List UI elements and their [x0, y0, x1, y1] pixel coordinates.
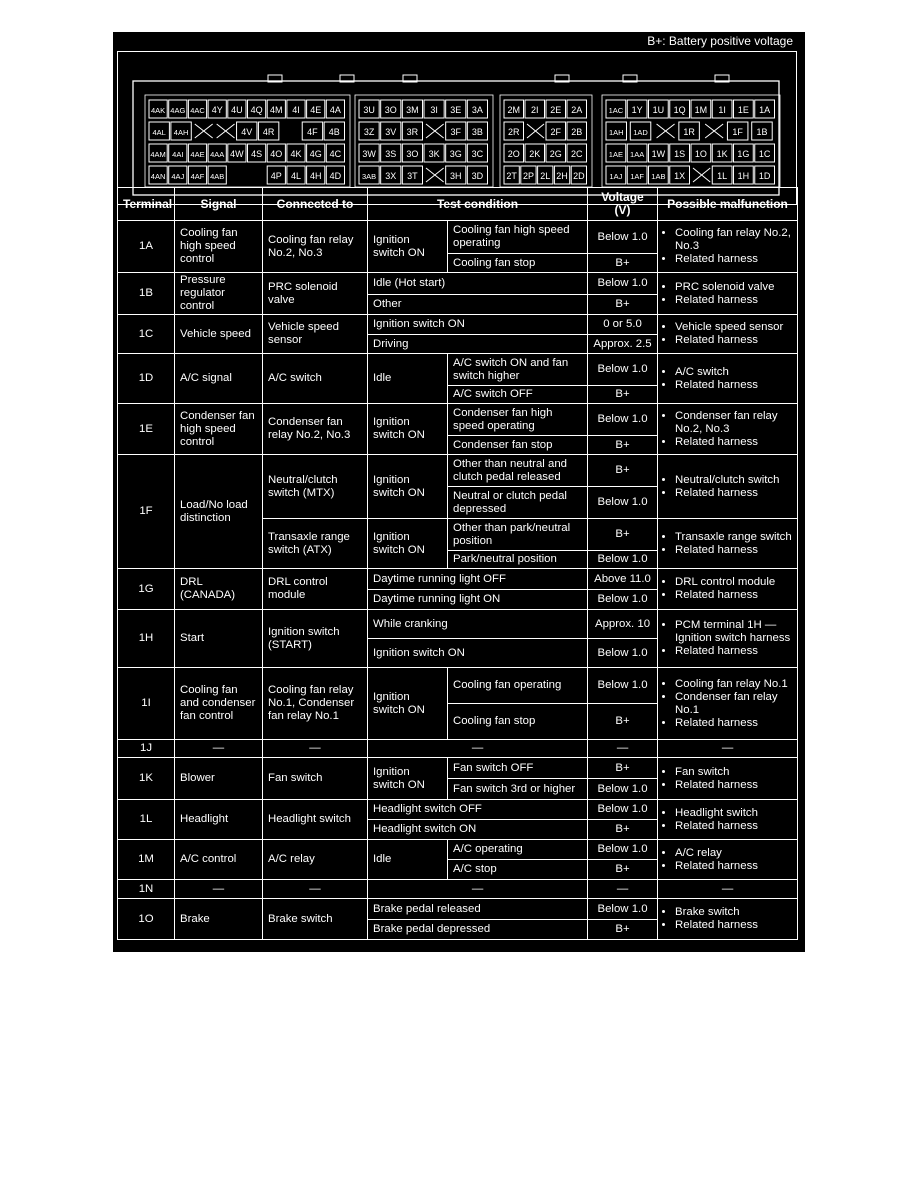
connector-pin-label: 1Q — [673, 105, 686, 115]
connector-pin-label: 4L — [290, 171, 302, 181]
connector-pin-label: 2C — [570, 149, 583, 159]
connector-pin-label: 2T — [506, 171, 517, 181]
voltage-cell: Approx. 2.5 — [588, 335, 658, 354]
malfunction-item: • Cooling fan relay No.2, No.3 — [675, 227, 792, 253]
voltage-cell: Below 1.0 — [588, 273, 658, 295]
malfunction-item: • Condenser fan relay No.2, No.3 — [675, 410, 792, 436]
voltage-cell: Below 1.0 — [588, 639, 658, 668]
malfunction-item: • Vehicle speed sensor — [675, 321, 792, 334]
subcondition-cell: Neutral or clutch pedal depressed — [448, 487, 588, 519]
header-terminal: Terminal — [118, 188, 175, 221]
connector-pin-label: 4AE — [190, 150, 205, 159]
voltage-cell: Below 1.0 — [588, 221, 658, 254]
connector-pin-label: 1W — [651, 149, 666, 159]
terminal-cell: 1M — [118, 840, 175, 880]
malfunction-item: • Related harness — [675, 544, 792, 557]
connector-pin-label: 4AJ — [171, 172, 185, 181]
connector-pin-label: 1K — [716, 149, 728, 159]
connector-pin-label: 4R — [262, 127, 275, 137]
malfunction-item: • Cooling fan relay No.1 — [675, 678, 792, 691]
connector-pin-label: 3G — [449, 149, 462, 159]
signal-cell: A/C signal — [175, 354, 263, 404]
condition-cell: — — [368, 880, 588, 899]
condition-cell: Brake pedal released — [368, 899, 588, 920]
condition-cell: Idle — [368, 354, 448, 404]
terminal-cell: 1D — [118, 354, 175, 404]
table-row — [118, 273, 798, 295]
subcondition-cell: Other than park/neutral position — [448, 519, 588, 551]
connector-pin-label: 4AH — [173, 128, 189, 137]
malfunction-item: • Related harness — [675, 860, 792, 873]
table-row — [118, 840, 798, 860]
connector-pin-label: 4A — [329, 105, 341, 115]
malfunction-item: • Neutral/clutch switch — [675, 474, 792, 487]
connected-cell: Ignition switch (START) — [263, 610, 368, 668]
voltage-cell: 0 or 5.0 — [588, 315, 658, 335]
terminal-cell: 1I — [118, 668, 175, 740]
subcondition-cell: Cooling fan stop — [448, 254, 588, 273]
signal-cell: Blower — [175, 758, 263, 800]
signal-cell: Brake — [175, 899, 263, 940]
connector-pin-label: 1H — [737, 171, 750, 181]
voltage-cell: Below 1.0 — [588, 800, 658, 820]
connector-pin-label: 3X — [385, 171, 397, 181]
voltage-cell: B+ — [588, 820, 658, 840]
voltage-cell: B+ — [588, 436, 658, 455]
table-row — [118, 880, 798, 899]
connected-cell: Vehicle speed sensor — [263, 315, 368, 354]
voltage-cell: B+ — [588, 455, 658, 487]
voltage-cell: Below 1.0 — [588, 779, 658, 800]
terminal-cell: 1B — [118, 273, 175, 315]
connector-pin-label: 4V — [241, 127, 253, 137]
table-row — [118, 221, 798, 254]
connector-pin-label: 4Y — [211, 105, 223, 115]
connector-pin-label: 2K — [529, 149, 541, 159]
terminal-cell: 1L — [118, 800, 175, 840]
connector-pin-label: 4AG — [170, 106, 186, 115]
condition-cell: Headlight switch ON — [368, 820, 588, 840]
connector-pin-label: 2E — [550, 105, 562, 115]
connector-pin-label: 1AA — [630, 150, 645, 159]
connector-pin-label: 1C — [758, 149, 771, 159]
malfunction-item: • Related harness — [675, 334, 792, 347]
signal-cell: DRL (CANADA) — [175, 569, 263, 610]
connector-pin-label: 3B — [471, 127, 483, 137]
connector-pin-label: 1O — [694, 149, 707, 159]
connector-pin-label: 4I — [292, 105, 300, 115]
header-test-condition: Test condition — [368, 188, 588, 221]
terminal-table — [117, 187, 798, 940]
malfunction-item: • Related harness — [675, 717, 792, 730]
malfunction-item: • Brake switch — [675, 906, 792, 919]
subcondition-cell: Condenser fan high speed operating — [448, 404, 588, 436]
subcondition-cell: A/C switch ON and fan switch higher — [448, 354, 588, 386]
terminal-cell: 1H — [118, 610, 175, 668]
malfunction-item: • A/C relay — [675, 847, 792, 860]
connector-pin-label: 4P — [270, 171, 282, 181]
connected-cell: — — [263, 880, 368, 899]
connector-pin-label: 4W — [230, 149, 244, 159]
connector-pin-label: 1R — [683, 127, 695, 137]
subcondition-cell: A/C switch OFF — [448, 386, 588, 404]
connector-pin-label: 2H — [556, 171, 568, 181]
connector-pin-label: 1L — [717, 171, 728, 181]
condition-cell: — — [368, 740, 588, 758]
subcondition-cell: Cooling fan stop — [448, 704, 588, 740]
terminal-cell: 1K — [118, 758, 175, 800]
terminal-cell: 1C — [118, 315, 175, 354]
terminal-cell: 1E — [118, 404, 175, 455]
malfunction-cell — [658, 840, 798, 880]
connector-pin-label: 4F — [307, 127, 318, 137]
subcondition-cell: A/C operating — [448, 840, 588, 860]
subcondition-cell: Other than neutral and clutch pedal released — [448, 455, 588, 487]
connector-pin-label: 1AH — [608, 128, 624, 137]
subcondition-cell: Condenser fan stop — [448, 436, 588, 455]
connector-pin-label: 4Q — [250, 105, 263, 115]
condition-cell: While cranking — [368, 610, 588, 639]
connector-pin-label: 4O — [270, 149, 283, 159]
voltage-cell: Below 1.0 — [588, 404, 658, 436]
table-row — [118, 404, 798, 436]
connector-pin-label: 4AF — [190, 172, 205, 181]
malfunction-cell — [658, 354, 798, 404]
malfunction-item: • PRC solenoid valve — [675, 281, 792, 294]
voltage-cell: — — [588, 880, 658, 899]
condition-cell: Ignition switch ON — [368, 315, 588, 335]
connector-pin-label: 4AB — [210, 172, 225, 181]
connector-pin-label: 4C — [329, 149, 342, 159]
connected-cell: Fan switch — [263, 758, 368, 800]
connector-pin-label: 2D — [573, 171, 585, 181]
terminal-spec-sheet — [113, 32, 805, 952]
subcondition-cell: Fan switch OFF — [448, 758, 588, 779]
connector-pin-label: 4K — [290, 149, 302, 159]
signal-cell: Headlight — [175, 800, 263, 840]
table-row — [118, 758, 798, 779]
terminal-cell: 1O — [118, 899, 175, 940]
connected-cell: Transaxle range switch (ATX) — [263, 519, 368, 569]
connected-cell: Headlight switch — [263, 800, 368, 840]
voltage-cell: B+ — [588, 254, 658, 273]
voltage-cell: — — [588, 740, 658, 758]
malfunction-item: • Related harness — [675, 779, 792, 792]
connector-pin-label: 4AA — [210, 150, 225, 159]
connector-pin-label: 3S — [385, 149, 397, 159]
connector-pin-label: 2B — [571, 127, 583, 137]
connector-pin-label: 3C — [471, 149, 484, 159]
malfunction-cell — [658, 455, 798, 519]
signal-cell: Vehicle speed — [175, 315, 263, 354]
connected-cell: PRC solenoid valve — [263, 273, 368, 315]
condition-cell: Idle — [368, 840, 448, 880]
connector-pin-label: 3T — [407, 171, 418, 181]
connector-pin-label: 3F — [450, 127, 462, 137]
connector-pin-label: 3R — [406, 127, 419, 137]
subcondition-cell: Fan switch 3rd or higher — [448, 779, 588, 800]
connected-cell: Brake switch — [263, 899, 368, 940]
condition-cell: Ignition switch ON — [368, 455, 448, 519]
connector-pin-label: 1F — [732, 127, 743, 137]
condition-cell: Ignition switch ON — [368, 404, 448, 455]
voltage-cell: B+ — [588, 386, 658, 404]
table-row — [118, 610, 798, 639]
malfunction-cell — [658, 610, 798, 668]
condition-cell: Ignition switch ON — [368, 668, 448, 740]
connector-pin-label: 1Y — [631, 105, 643, 115]
malfunction-item: • Fan switch — [675, 766, 792, 779]
connector-pin-label: 3D — [471, 171, 484, 181]
connector-pin-label: 4G — [309, 149, 322, 159]
connector-pin-label: 1G — [737, 149, 750, 159]
terminal-cell: 1G — [118, 569, 175, 610]
connector-svg — [118, 52, 796, 204]
connector-pin-label: 1M — [694, 105, 708, 115]
terminal-cell: 1N — [118, 880, 175, 899]
malfunction-cell — [658, 273, 798, 315]
malfunction-item: • Related harness — [675, 820, 792, 833]
malfunction-item: • A/C switch — [675, 366, 792, 379]
condition-cell: Daytime running light OFF — [368, 569, 588, 590]
malfunction-item: • PCM terminal 1H — Ignition switch harness — [675, 619, 792, 645]
voltage-cell: Below 1.0 — [588, 840, 658, 860]
signal-cell: A/C control — [175, 840, 263, 880]
connector-pin-label: 1AF — [630, 172, 645, 181]
voltage-cell: Below 1.0 — [588, 551, 658, 569]
connector-pin-label: 4AK — [151, 106, 166, 115]
connected-cell: A/C switch — [263, 354, 368, 404]
condition-cell: Driving — [368, 335, 588, 354]
table-row — [118, 800, 798, 820]
bplus-note: B+: Battery positive voltage — [647, 34, 793, 48]
connector-pin-label: 2F — [550, 127, 562, 137]
malfunction-item: • Related harness — [675, 589, 792, 602]
malfunction-cell — [658, 899, 798, 940]
connected-cell: — — [263, 740, 368, 758]
connector-pin-label: 4U — [231, 105, 243, 115]
table-row — [118, 315, 798, 335]
connected-cell: Condenser fan relay No.2, No.3 — [263, 404, 368, 455]
connector-pin-label: 3M — [406, 105, 419, 115]
connector-pin-label: 4AI — [172, 150, 184, 159]
condition-cell: Other — [368, 294, 588, 314]
connector-pin-label: 4AN — [150, 172, 166, 181]
signal-cell: — — [175, 740, 263, 758]
voltage-cell: Below 1.0 — [588, 487, 658, 519]
terminal-cell: 1J — [118, 740, 175, 758]
terminal-cell: 1F — [118, 455, 175, 569]
connector-pin-label: 4S — [251, 149, 263, 159]
header-signal: Signal — [175, 188, 263, 221]
subcondition-cell: Cooling fan operating — [448, 668, 588, 704]
condition-cell: Idle (Hot start) — [368, 273, 588, 295]
malfunction-cell — [658, 800, 798, 840]
connector-pin-label: 4AM — [150, 150, 166, 159]
malfunction-cell: — — [658, 880, 798, 899]
malfunction-item: • Related harness — [675, 253, 792, 266]
malfunction-cell — [658, 221, 798, 273]
connector-pin-label: 3U — [363, 105, 375, 115]
connector-pin-label: 3W — [362, 149, 376, 159]
connector-pin-label: 1S — [674, 149, 686, 159]
table-row — [118, 455, 798, 487]
connector-pin-label: 1D — [758, 171, 771, 181]
connector-pin-label: 4AL — [152, 128, 166, 137]
connector-pin-label: 3A — [471, 105, 483, 115]
signal-cell: Cooling fan high speed control — [175, 221, 263, 273]
connector-pin-label: 4E — [310, 105, 322, 115]
malfunction-item: • Related harness — [675, 919, 792, 932]
connector-pin-label: 4AC — [190, 106, 205, 115]
voltage-cell: Approx. 10 — [588, 610, 658, 639]
table-row — [118, 354, 798, 386]
table-row — [118, 899, 798, 920]
connector-pin-label: 2A — [571, 105, 583, 115]
pcm-connector-diagram — [117, 51, 797, 205]
connector-pin-label: 3I — [430, 105, 438, 115]
connector-pin-label: 4H — [309, 171, 322, 181]
malfunction-item: • DRL control module — [675, 576, 792, 589]
signal-cell: — — [175, 880, 263, 899]
connector-pin-label: 3V — [385, 127, 397, 137]
malfunction-item: • Transaxle range switch — [675, 531, 792, 544]
subcondition-cell: Cooling fan high speed operating — [448, 221, 588, 254]
condition-cell: Ignition switch ON — [368, 758, 448, 800]
connector-pin-label: 3O — [384, 105, 397, 115]
voltage-cell: Below 1.0 — [588, 668, 658, 704]
condition-cell: Brake pedal depressed — [368, 920, 588, 940]
malfunction-cell — [658, 519, 798, 569]
connector-pin-label: 2G — [549, 149, 562, 159]
connector-pin-label: 2R — [507, 127, 520, 137]
connector-pin-label: 4D — [329, 171, 342, 181]
connector-pin-label: 2P — [522, 171, 534, 181]
voltage-cell: B+ — [588, 860, 658, 880]
connector-pin-label: 3Z — [363, 127, 375, 137]
connector-pin-label: 1E — [737, 105, 749, 115]
connector-pin-label: 3AB — [361, 172, 377, 181]
connector-pin-label: 2I — [530, 105, 539, 115]
connector-pin-label: 3K — [428, 149, 440, 159]
connector-pin-label: 1B — [756, 127, 768, 137]
connected-cell: Neutral/clutch switch (MTX) — [263, 455, 368, 519]
malfunction-cell: — — [658, 740, 798, 758]
connector-pin-label: 3O — [406, 149, 419, 159]
signal-cell: Load/No load distinction — [175, 455, 263, 569]
voltage-cell: Above 11.0 — [588, 569, 658, 590]
voltage-cell: Below 1.0 — [588, 590, 658, 610]
condition-cell: Headlight switch OFF — [368, 800, 588, 820]
connector-pin-label: 2L — [540, 171, 551, 181]
connector-pin-label: 1AB — [651, 172, 666, 181]
table-header-row — [118, 188, 798, 221]
connector-pin-label: 4B — [328, 127, 340, 137]
voltage-cell: B+ — [588, 704, 658, 740]
subcondition-cell: A/C stop — [448, 860, 588, 880]
signal-cell: Start — [175, 610, 263, 668]
table-row — [118, 569, 798, 590]
condition-cell: Ignition switch ON — [368, 221, 448, 273]
malfunction-item: • Related harness — [675, 436, 792, 449]
connector-pin-label: 1AD — [633, 128, 648, 137]
signal-cell: Condenser fan high speed control — [175, 404, 263, 455]
connector-pin-label: 3E — [450, 105, 462, 115]
connector-pin-label: 2O — [507, 149, 520, 159]
condition-cell: Daytime running light ON — [368, 590, 588, 610]
signal-cell: Cooling fan and condenser fan control — [175, 668, 263, 740]
connector-pin-label: 4M — [270, 105, 283, 115]
connector-pin-label: 1X — [674, 171, 686, 181]
malfunction-cell — [658, 315, 798, 354]
malfunction-item: • Condenser fan relay No.1 — [675, 691, 792, 717]
malfunction-cell — [658, 404, 798, 455]
connector-pin-label: 1AJ — [609, 172, 623, 181]
connector-pin-label: 1A — [759, 105, 771, 115]
subcondition-cell: Park/neutral position — [448, 551, 588, 569]
connector-pin-label: 2M — [507, 105, 521, 115]
signal-cell: Pressure regulator control — [175, 273, 263, 315]
voltage-cell: Below 1.0 — [588, 354, 658, 386]
malfunction-item: • Related harness — [675, 487, 792, 500]
voltage-cell: B+ — [588, 758, 658, 779]
condition-cell: Ignition switch ON — [368, 519, 448, 569]
connected-cell: Cooling fan relay No.1, Condenser fan relay No.1 — [263, 668, 368, 740]
malfunction-item: • Related harness — [675, 294, 792, 307]
connected-cell: A/C relay — [263, 840, 368, 880]
condition-cell: Ignition switch ON — [368, 639, 588, 668]
voltage-cell: Below 1.0 — [588, 899, 658, 920]
voltage-cell: B+ — [588, 519, 658, 551]
connected-cell: DRL control module — [263, 569, 368, 610]
header-voltage: Voltage (V) — [588, 188, 658, 221]
voltage-cell: B+ — [588, 920, 658, 940]
malfunction-cell — [658, 758, 798, 800]
connector-pin-label: 3H — [449, 171, 462, 181]
malfunction-cell — [658, 569, 798, 610]
table-row — [118, 740, 798, 758]
connector-pin-label: 1AC — [608, 106, 624, 115]
table-row — [118, 668, 798, 704]
malfunction-item: • Related harness — [675, 645, 792, 658]
connected-cell: Cooling fan relay No.2, No.3 — [263, 221, 368, 273]
voltage-cell: B+ — [588, 294, 658, 314]
header-malfunction: Possible malfunction — [658, 188, 798, 221]
terminal-cell: 1A — [118, 221, 175, 273]
malfunction-item: • Related harness — [675, 379, 792, 392]
connector-pin-label: 1I — [718, 105, 726, 115]
malfunction-cell — [658, 668, 798, 740]
connector-pin-label: 1AE — [608, 150, 623, 159]
header-connected-to: Connected to — [263, 188, 368, 221]
malfunction-item: • Headlight switch — [675, 807, 792, 820]
connector-pin-label: 1U — [652, 105, 665, 115]
